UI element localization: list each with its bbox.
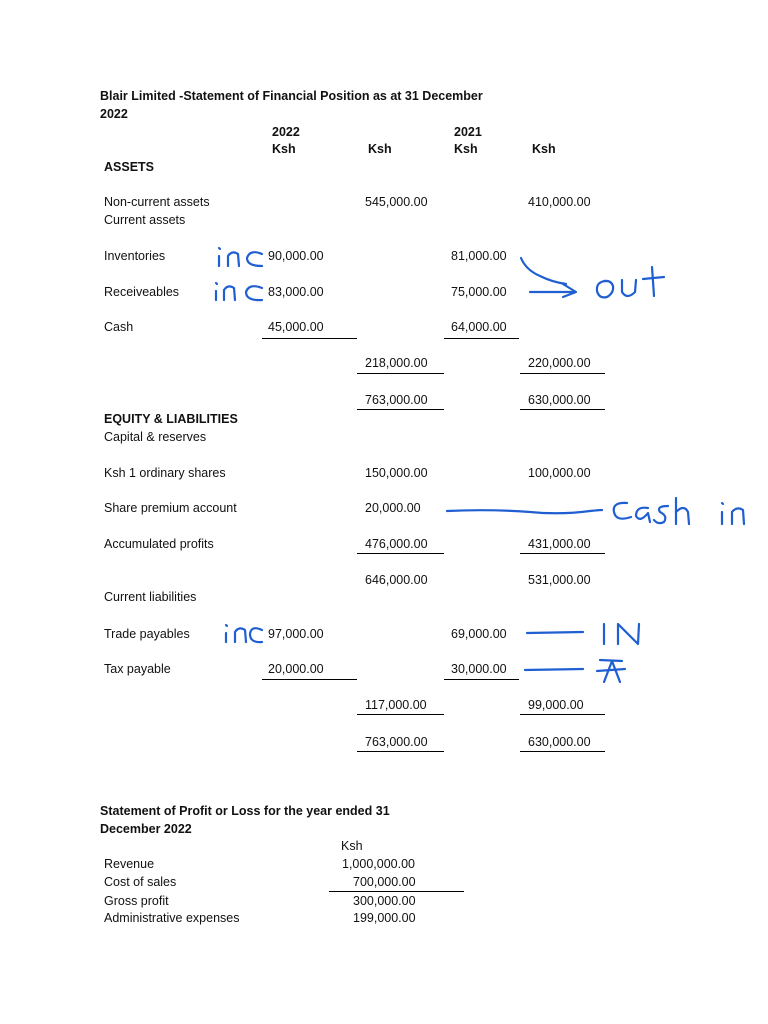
liabilities-total-2021: 99,000.00 bbox=[528, 698, 584, 712]
inventories-label: Inventories bbox=[104, 249, 166, 263]
accumulated-profits-label: Accumulated profits bbox=[104, 537, 214, 551]
tax-payable-2021: 30,000.00 bbox=[451, 662, 507, 676]
equity-liabilities-heading: EQUITY & LIABILITIES bbox=[104, 412, 238, 426]
gross-profit-label: Gross profit bbox=[104, 894, 169, 908]
liabilities-total-2021-underline bbox=[520, 714, 605, 715]
tax-payable-2022: 20,000.00 bbox=[268, 662, 324, 676]
accumulated-profits-2021: 431,000.00 bbox=[528, 537, 591, 551]
current-assets-label: Current assets bbox=[104, 213, 186, 227]
handwritten-line-tax bbox=[525, 669, 583, 670]
revenue-label: Revenue bbox=[104, 857, 155, 871]
total-assets-2021: 630,000.00 bbox=[528, 393, 591, 407]
year-2022-header: 2022 bbox=[272, 125, 300, 139]
cost-of-sales-underline bbox=[329, 891, 464, 892]
ksh-header-col4: Ksh bbox=[532, 142, 556, 156]
receivables-label: Receiveables bbox=[104, 285, 180, 299]
inventories-2022: 90,000.00 bbox=[268, 249, 324, 263]
total-assets-2022: 763,000.00 bbox=[365, 393, 428, 407]
cash-label: Cash bbox=[104, 320, 134, 334]
capital-reserves-label: Capital & reserves bbox=[104, 430, 207, 444]
tax-payable-2022-underline bbox=[262, 679, 357, 680]
equity-total-2021: 531,000.00 bbox=[528, 573, 591, 587]
handwritten-inc-payables bbox=[226, 625, 262, 642]
ksh-header-col3: Ksh bbox=[454, 142, 478, 156]
liabilities-total-2022-underline bbox=[357, 714, 444, 715]
cost-of-sales-label: Cost of sales bbox=[104, 875, 177, 889]
equity-total-2022: 646,000.00 bbox=[365, 573, 428, 587]
ordinary-shares-label: Ksh 1 ordinary shares bbox=[104, 466, 226, 480]
share-premium-label: Share premium account bbox=[104, 501, 237, 515]
accumulated-2021-underline bbox=[520, 553, 605, 554]
tax-payable-2021-underline bbox=[444, 679, 519, 680]
revenue-value: 1,000,000.00 bbox=[342, 857, 415, 871]
cash-2021-underline bbox=[444, 338, 519, 339]
handwriting-inc-1 bbox=[0, 0, 1, 1]
gross-profit-value: 300,000.00 bbox=[353, 894, 416, 908]
accumulated-2022-underline bbox=[357, 553, 444, 554]
current-total-2021-underline bbox=[520, 373, 605, 374]
liabilities-total-2022: 117,000.00 bbox=[365, 698, 427, 712]
assets-heading: ASSETS bbox=[104, 160, 155, 174]
cash-2022: 45,000.00 bbox=[268, 320, 324, 334]
handwritten-inc-receivables bbox=[216, 283, 262, 300]
current-assets-total-2021: 220,000.00 bbox=[528, 356, 591, 370]
handwritten-in bbox=[604, 624, 639, 644]
ordinary-shares-2022: 150,000.00 bbox=[365, 466, 428, 480]
accumulated-profits-2022: 476,000.00 bbox=[365, 537, 428, 551]
cash-2022-underline bbox=[262, 338, 357, 339]
ksh-header-col2: Ksh bbox=[368, 142, 392, 156]
ordinary-shares-2021: 100,000.00 bbox=[528, 466, 591, 480]
tax-payable-label: Tax payable bbox=[104, 662, 171, 676]
cost-of-sales-value: 700,000.00 bbox=[353, 875, 416, 889]
cash-2021: 64,000.00 bbox=[451, 320, 507, 334]
pl-title-line2: December 2022 bbox=[100, 822, 192, 836]
trade-payables-2021: 69,000.00 bbox=[451, 627, 507, 641]
current-liabilities-label: Current liabilities bbox=[104, 590, 197, 604]
sofp-title-line1: Blair Limited -Statement of Financial Position as at 31 December bbox=[100, 89, 483, 103]
total-equity-liabilities-2021: 630,000.00 bbox=[528, 735, 591, 749]
ksh-header-col1: Ksh bbox=[272, 142, 296, 156]
handwritten-arrow-out bbox=[521, 258, 576, 297]
current-assets-total-2022: 218,000.00 bbox=[365, 356, 428, 370]
admin-expenses-label: Administrative expenses bbox=[104, 911, 240, 925]
current-total-2022-underline bbox=[357, 373, 444, 374]
sofp-title-line2: 2022 bbox=[100, 107, 128, 121]
non-current-2022: 545,000.00 bbox=[365, 195, 428, 209]
handwritten-out bbox=[597, 267, 664, 297]
non-current-assets-label: Non-current assets bbox=[104, 195, 210, 209]
total-assets-2022-underline bbox=[357, 409, 444, 410]
pl-ksh-header: Ksh bbox=[341, 839, 363, 853]
handwritten-line-in bbox=[527, 632, 583, 633]
admin-expenses-value: 199,000.00 bbox=[353, 911, 416, 925]
handwriting-text bbox=[0, 0, 1, 1]
receivables-2022: 83,000.00 bbox=[268, 285, 324, 299]
pl-title-line1: Statement of Profit or Loss for the year ended 31 bbox=[100, 804, 390, 818]
handwritten-line-cash-in bbox=[447, 510, 602, 513]
handwritten-tax-mark bbox=[597, 660, 625, 682]
handwritten-inc-inventories bbox=[219, 248, 262, 266]
total-el-2022-underline bbox=[357, 751, 444, 752]
total-el-2021-underline bbox=[520, 751, 605, 752]
share-premium-2022: 20,000.00 bbox=[365, 501, 421, 515]
total-assets-2021-underline bbox=[520, 409, 605, 410]
non-current-2021: 410,000.00 bbox=[528, 195, 591, 209]
handwritten-cash-in bbox=[614, 498, 744, 524]
total-equity-liabilities-2022: 763,000.00 bbox=[365, 735, 428, 749]
year-2021-header: 2021 bbox=[454, 125, 482, 139]
trade-payables-2022: 97,000.00 bbox=[268, 627, 324, 641]
inventories-2021: 81,000.00 bbox=[451, 249, 507, 263]
receivables-2021: 75,000.00 bbox=[451, 285, 507, 299]
trade-payables-label: Trade payables bbox=[104, 627, 190, 641]
